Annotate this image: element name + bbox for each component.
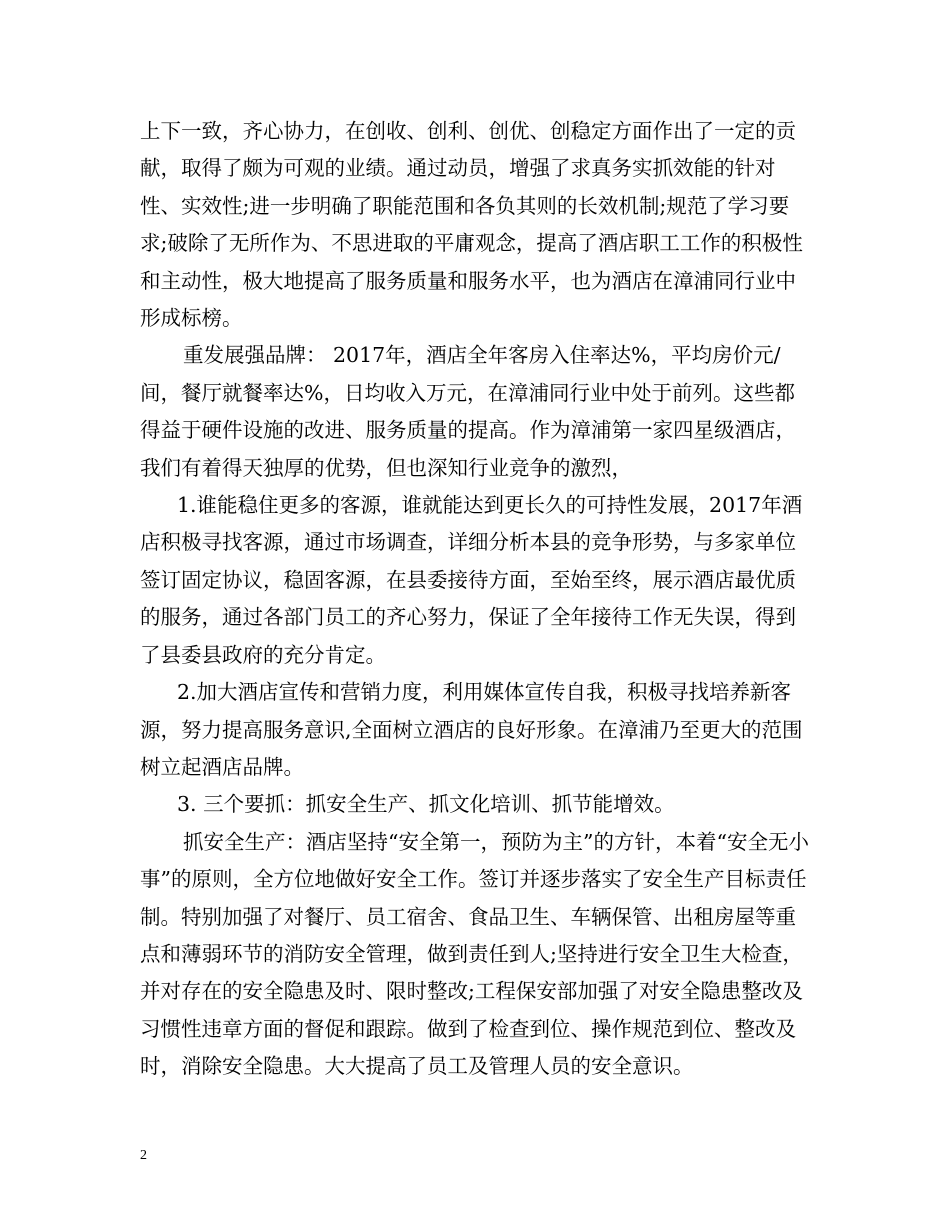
paragraph-safety-production: 抓安全生产：酒店坚持“安全第一，预防为主”的方针，本着“安全无小事”的原则，全方位地做好安全工作。签订并逐步落实了安全生产目标责任制。特别加强了对餐厅、员工宿舍、食品卫生、车辆保管、出租房屋等重点和薄弱环节的消防安全管理，做到责任到人;坚持进行安全卫生大检查，并对存在的安全隐患及时、限时整改;工程保安部加强了对安全隐患整改及习惯性违章方面的督促和跟踪。做到了检查到位、操作规范到位、整改及时，消除安全隐患。大大提高了员工及管理人员的安全意识。 [140, 829, 809, 1079]
paragraph-item-1: 1.谁能稳住更多的客源，谁就能达到更长久的可持性发展，2017年酒店积极寻找客源，通过市场调查，详细分析本县的竞争形势，与多家单位签订固定协议，稳固客源，在县委接待方面，至始至终，展示酒店最优质的服务，通过各部门员工的齐心努力，保证了全年接待工作无失误，得到了县委县政府的充分肯定。 [140, 493, 803, 667]
document-body [140, 113, 812, 1086]
page-number: 2 [140, 1148, 147, 1163]
paragraph-item-3: 3. 三个要抓：抓安全生产、抓文化培训、抓节能增效。 [177, 792, 675, 817]
paragraph-brand-development: 重发展强品牌： 2017年，酒店全年客房入住率达%，平均房价元/间，餐厅就餐率达%，日均收入万元，在漳浦同行业中处于前列。这些都得益于硬件设施的改进、服务质量的提高。作为漳浦第一家四星级酒店，我们有着得天独厚的优势，但也深知行业竞争的激烈， [140, 343, 796, 480]
paragraph-continuation: 上下一致，齐心协力，在创收、创利、创优、创稳定方面作出了一定的贡献，取得了颇为可观的业绩。通过动员，增强了求真务实抓效能的针对性、实效性;进一步明确了职能范围和各负其则的长效机制;规范了学习要求;破除了无所作为、不思进取的平庸观念，提高了酒店职工工作的积极性和主动性，极大地提高了服务质量和服务水平，也为酒店在漳浦同行业中形成标榜。 [140, 119, 803, 331]
paragraph-item-2: 2.加大酒店宣传和营销力度，利用媒体宣传自我，积极寻找培养新客源，努力提高服务意识,全面树立酒店的良好形象。在漳浦乃至更大的范围树立起酒店品牌。 [140, 680, 803, 779]
